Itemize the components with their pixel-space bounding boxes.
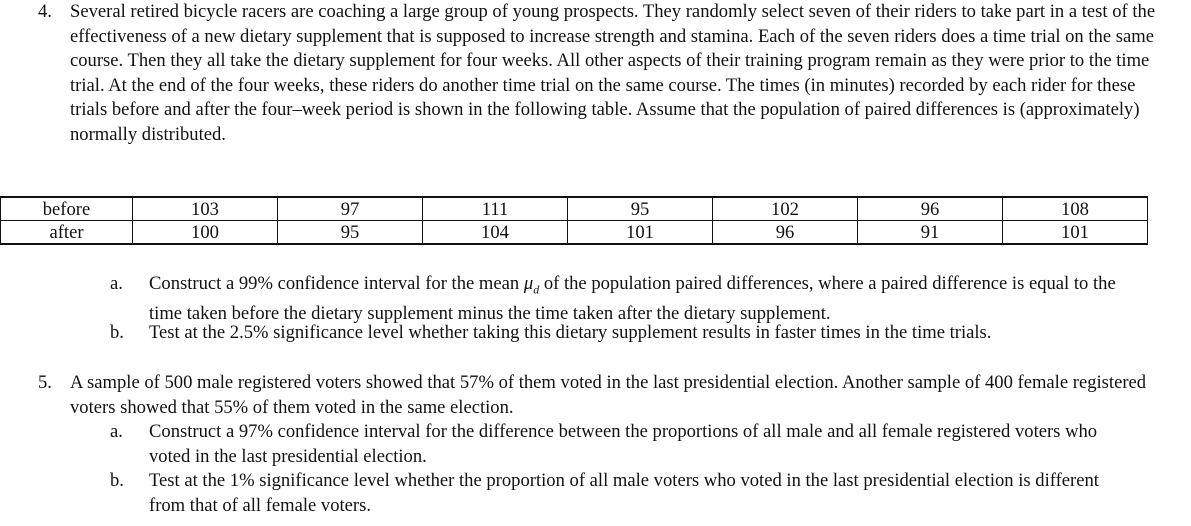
row-label-before: before — [1, 197, 133, 221]
part-text: Test at the 1% significance level whether the proportion of all male voters who voted in the last presidential election is different from that of all female voters. — [149, 470, 1099, 516]
table-cell: 103 — [133, 197, 278, 221]
problem-5-part-b — [110, 469, 1120, 518]
problem-5-text: A sample of 500 male registered voters showed that 57% of them voted in the last presidential election. Another sample of 400 female registered voters showed that 55% of them voted in the same election. — [70, 372, 1147, 418]
table-cell: 101 — [1003, 221, 1148, 245]
part-text: Construct a 97% confidence interval for the difference between the proportions of all male and all female registered voters who voted in the last presidential election. — [149, 421, 1098, 467]
table-cell: 95 — [568, 197, 713, 221]
row-label-after: after — [1, 221, 133, 245]
part-text: Test at the 2.5% significance level whether taking this dietary supplement results in faster times in the time trials. — [149, 322, 992, 343]
table-row-before — [1, 197, 1148, 221]
problem-5-number: 5. — [38, 372, 52, 393]
problem-4 — [38, 0, 1163, 148]
part-text-after: of the population paired differences, where a paired difference is equal to the time taken before the dietary supplement minus the time taken after the dietary supplement. — [149, 273, 1116, 325]
part-letter: b. — [110, 322, 124, 343]
table-cell: 96 — [858, 197, 1003, 221]
part-text-before: Construct a 99% confidence interval for the mean — [149, 273, 524, 294]
problem-4-number: 4. — [38, 1, 52, 22]
data-table — [0, 196, 1148, 245]
table-cell: 111 — [423, 197, 568, 221]
table-cell: 102 — [713, 197, 858, 221]
part-letter: a. — [110, 273, 123, 294]
table-cell: 108 — [1003, 197, 1148, 221]
table-row-after — [1, 221, 1148, 245]
table-cell: 101 — [568, 221, 713, 245]
problem-5-part-a — [110, 420, 1120, 469]
problem-5 — [38, 371, 1163, 420]
problem-4-text: Several retired bicycle racers are coaching a large group of young prospects. They randomly select seven of their riders to take part in a test of the effectiveness of a new dietary supplement that is supposed to increase strength and stamina. Each of the seven riders does a time trial on the same course. Then they all take the dietary supplement for four weeks. All other aspects of their training program remain as they were prior to the time trial. At the end of the four weeks, these riders do another time trial on the same course. The times (in minutes) recorded by each rider for these trials before and after the four–week period is shown in the following table. Assume that the population of paired differences is (approximately) normally distributed. — [70, 1, 1156, 145]
table-cell: 95 — [278, 221, 423, 245]
table-cell: 91 — [858, 221, 1003, 245]
table-cell: 97 — [278, 197, 423, 221]
mu-d-symbol: $\mu_d$ — [523, 273, 540, 297]
problem-4-part-b — [110, 321, 1120, 346]
part-letter: a. — [110, 421, 123, 442]
problem-4-part-a — [110, 272, 1120, 327]
table-cell: 100 — [133, 221, 278, 245]
table-cell: 104 — [423, 221, 568, 245]
table-cell: 96 — [713, 221, 858, 245]
part-text — [149, 272, 1120, 327]
part-letter: b. — [110, 470, 124, 491]
